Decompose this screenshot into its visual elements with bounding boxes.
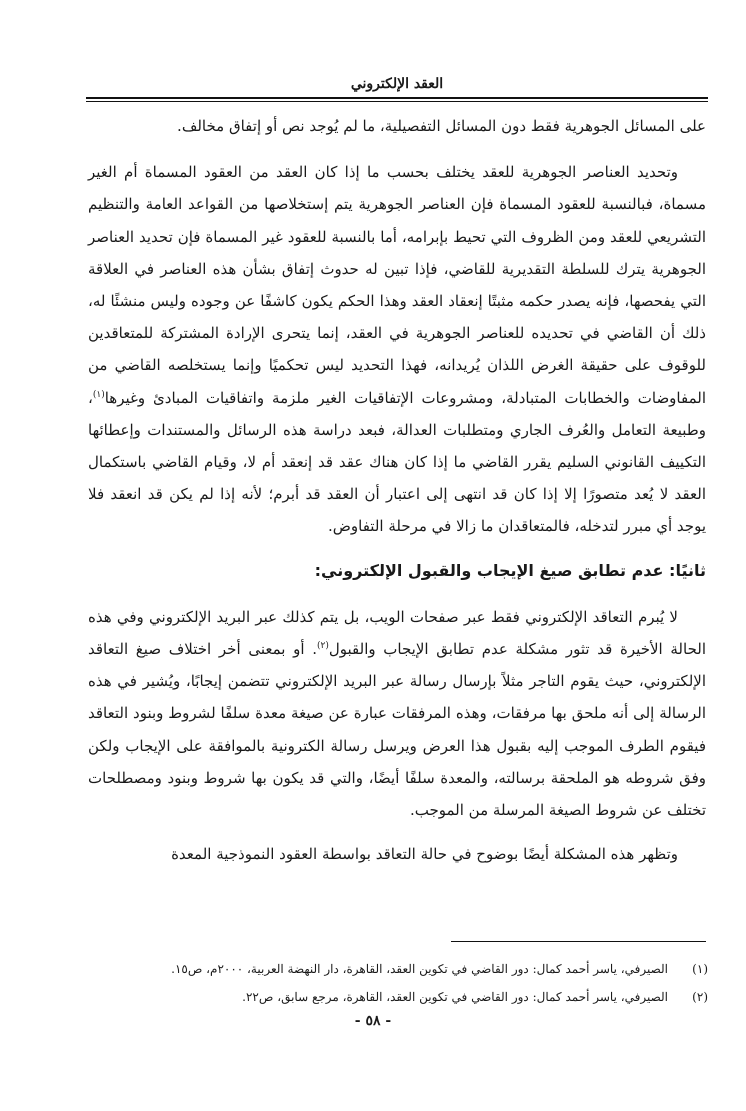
paragraph-text: ، وطبيعة التعامل والعُرف الجاري ومتطلبات العدالة، فبعد دراسة هذه الرسائل والمستندات وإعطائها التكييف القانوني السليم يقرر القاضي ما إذا كان هناك عقد قد إنعقد أم لا، وقيام القاضي باستكمال العقد لا يُعد متصورًا إلا إذا كان قد انتهى إلى اعتبار أن العقد قد أبرم؛ لأنه إذا لم يكن قد انعقد فلا يوجد أي مبرر لتدخله، فالمتعاقدان ما زالا في مرحلة التفاوض. — [88, 388, 706, 536]
footnote-text: الصيرفي، ياسر أحمد كمال: دور القاضي في تكوين العقد، القاهرة، دار النهضة العربية، ٢٠٠٠م، ص١٥. — [171, 962, 668, 976]
paragraph-essential-elements — [88, 156, 706, 542]
paragraph-text: لا يُبرم التعاقد الإلكتروني فقط عبر صفحات الويب، بل يتم كذلك عبر البريد الإلكتروني وفي هذه الحالة الأخيرة قد تثور مشكلة عدم تطابق الإيجاب والقبول — [88, 607, 706, 659]
footnote-marker-1: (١) — [92, 389, 105, 400]
footnote-item — [88, 955, 708, 983]
footnote-number: (٢) — [692, 990, 708, 1004]
paragraph-text: وتحديد العناصر الجوهرية للعقد يختلف بحسب ما إذا كان العقد من العقود المسماة أم الغير مسماة، فبالنسبة للعقود المسماة فإن العناصر الجوهرية يتم إستخلاصها من القواعد العامة والتنظيم التشريعي للعقد ومن الظروف التي تحيط بإبرامه، أما بالنسبة للعقود غير المسماة فإن تحديد العناصر الجوهرية يترك للسلطة التقديرية للقاضي، فإذا تبين له حدوث إتفاق بشأن هذه العناصر في العلاقة التي يفحصها، فإنه يصدر حكمه مثبتًا إنعقاد العقد وهذا الحكم يكون كاشفًا عن وجوده وليس منشئًا له، ذلك أن القاضي في تحديده للعناصر الجوهرية في العقد، إنما يتحرى الإرادة المشتركة للمتعاقدين للوقوف على حقيقة الغرض اللذان يُريدانه، فهذا التحديد ليس تحكميًا وإنما يستخلصه القاضي من المفاوضات والخطابات المتبادلة، ومشروعات الإتفاقيات الغير ملزمة واتفاقيات المبادئ وغيرها — [88, 163, 706, 407]
footnote-marker-2: (٢) — [317, 641, 329, 652]
page-number: - ٥٨ - — [354, 1013, 392, 1029]
body-text — [88, 110, 706, 882]
paragraph-standard-contracts: وتظهر هذه المشكلة أيضًا بوضوح في حالة التعاقد بواسطة العقود النموذجية المعدة — [171, 845, 678, 864]
section-heading: ثانيًا: عدم تطابق صيغ الإيجاب والقبول الإلكتروني: — [314, 560, 706, 580]
paragraph-text: . أو بمعنى أخر اختلاف صيغ التعاقد الإلكتروني، حيث يقوم التاجر مثلاً بإرسال رسالة عبر البريد الإلكتروني تتضمن إيجابًا، ويُشير في هذه الرسالة إلى أنه ملحق بها مرفقات، وهذه المرفقات عبارة عن صيغة معدة سلفًا لشروط وبنود التعاقد فيقوم الطرف الموجب إليه بقبول هذا العرض ويرسل رسالة الكترونية بالموافقة على الإيجاب ولكن وفق شروطه هو الملحقة برسالته، والمعدة سلفًا أيضًا، والتي قد يكون بها شروط وبنود ومصطلحات تختلف عن شروط الصيغة المرسلة من الموجب. — [88, 640, 706, 820]
footnotes — [88, 955, 708, 1011]
footnote-text: الصيرفي، ياسر أحمد كمال: دور القاضي في تكوين العقد، القاهرة، مرجع سابق، ص٢٢. — [242, 990, 668, 1004]
header-rule-thin — [86, 101, 708, 102]
paragraph-continuation: على المسائل الجوهرية فقط دون المسائل التفصيلية، ما لم يُوجد نص أو إتفاق مخالف. — [177, 117, 706, 135]
header-rule — [86, 97, 708, 99]
footnote-item — [88, 983, 708, 1011]
running-header: العقد الإلكتروني — [350, 76, 444, 92]
paragraph-email-contracting — [88, 601, 706, 826]
footnote-separator — [451, 941, 706, 942]
footnote-number: (١) — [692, 962, 708, 976]
